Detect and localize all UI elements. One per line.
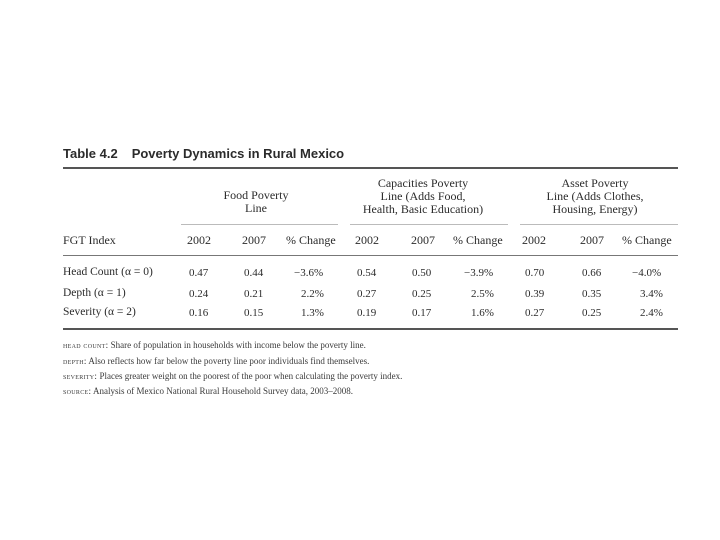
table-cell: 0.16 xyxy=(189,307,209,319)
group-header-line: Capacities Poverty xyxy=(377,176,469,190)
table-cell: 0.47 xyxy=(189,267,209,279)
col-header-food-2007: 2007 xyxy=(242,233,266,247)
group-header-line: Asset Poverty xyxy=(561,176,629,190)
table-cell: 0.21 xyxy=(244,288,264,300)
table-cell: 2.4% xyxy=(640,307,663,319)
note-term: severity: xyxy=(63,371,98,381)
group-underline-food xyxy=(181,224,338,225)
table-caption: Poverty Dynamics in Rural Mexico xyxy=(131,146,345,161)
bottom-rule xyxy=(63,328,678,330)
table-cell: 0.27 xyxy=(525,307,545,319)
table-cell: 0.44 xyxy=(244,267,264,279)
col-header-cap-2007: 2007 xyxy=(411,233,435,247)
note-depth xyxy=(63,356,369,366)
table-cell: 1.3% xyxy=(301,307,324,319)
table-cell: 0.50 xyxy=(412,267,432,279)
col-header-asset-2007: 2007 xyxy=(580,233,604,247)
group-header-line: Line (Adds Clothes, xyxy=(546,189,644,203)
index-header: FGT Index xyxy=(63,233,116,247)
table-cell: 0.17 xyxy=(412,307,432,319)
row-label: Head Count (α = 0) xyxy=(63,266,153,278)
table-cell: −3.6% xyxy=(294,267,324,279)
group-header-line: Food Poverty xyxy=(223,188,289,202)
table-cell: 0.15 xyxy=(244,307,264,319)
col-header-cap-2002: 2002 xyxy=(355,233,379,247)
top-rule xyxy=(63,167,678,169)
table-cell: 0.70 xyxy=(525,267,545,279)
col-header-food-2002: 2002 xyxy=(187,233,211,247)
group-header-line: Housing, Energy) xyxy=(552,202,638,216)
row-label: Depth (α = 1) xyxy=(63,287,126,299)
col-header-cap-change: % Change xyxy=(453,233,503,247)
row-label: Severity (α = 2) xyxy=(63,306,136,318)
table-cell: −4.0% xyxy=(632,267,662,279)
col-header-asset-change: % Change xyxy=(622,233,672,247)
col-header-asset-2002: 2002 xyxy=(522,233,546,247)
group-header-asset xyxy=(522,177,668,216)
note-term: head count: xyxy=(63,340,109,350)
table-cell: 0.39 xyxy=(525,288,545,300)
table-cell: 0.19 xyxy=(357,307,377,319)
table-cell: 0.35 xyxy=(582,288,602,300)
note-text: Share of population in households with income below the poverty line. xyxy=(110,340,366,350)
table-cell: 0.25 xyxy=(412,288,432,300)
group-header-food xyxy=(196,189,316,215)
table-cell: 0.24 xyxy=(189,288,209,300)
table-cell: 0.66 xyxy=(582,267,602,279)
table-cell: 3.4% xyxy=(640,288,663,300)
table-cell: 1.6% xyxy=(471,307,494,319)
table-cell: −3.9% xyxy=(464,267,494,279)
group-underline-capacities xyxy=(350,224,508,225)
group-header-line: Line xyxy=(245,201,267,215)
note-term: depth: xyxy=(63,356,87,366)
table-cell: 0.27 xyxy=(357,288,377,300)
note-text: Places greater weight on the poorest of the poor when calculating the poverty index. xyxy=(99,371,403,381)
group-header-line: Health, Basic Education) xyxy=(362,202,484,216)
note-head-count xyxy=(63,340,366,350)
note-text: Analysis of Mexico National Rural Household Survey data, 2003–2008. xyxy=(93,386,354,396)
table-cell: 2.2% xyxy=(301,288,324,300)
note-source xyxy=(63,386,353,396)
note-text: Also reflects how far below the poverty line poor individuals find themselves. xyxy=(88,356,370,366)
table-cell: 0.25 xyxy=(582,307,602,319)
group-underline-asset xyxy=(520,224,678,225)
group-header-capacities xyxy=(347,177,499,216)
group-header-line: Line (Adds Food, xyxy=(380,189,466,203)
table-number: Table 4.2 xyxy=(63,146,118,161)
header-rule xyxy=(63,255,678,256)
table-cell: 2.5% xyxy=(471,288,494,300)
note-term: source: xyxy=(63,386,92,396)
table-title xyxy=(63,146,344,161)
table-cell: 0.54 xyxy=(357,267,377,279)
note-severity xyxy=(63,371,402,381)
col-header-food-change: % Change xyxy=(286,233,336,247)
